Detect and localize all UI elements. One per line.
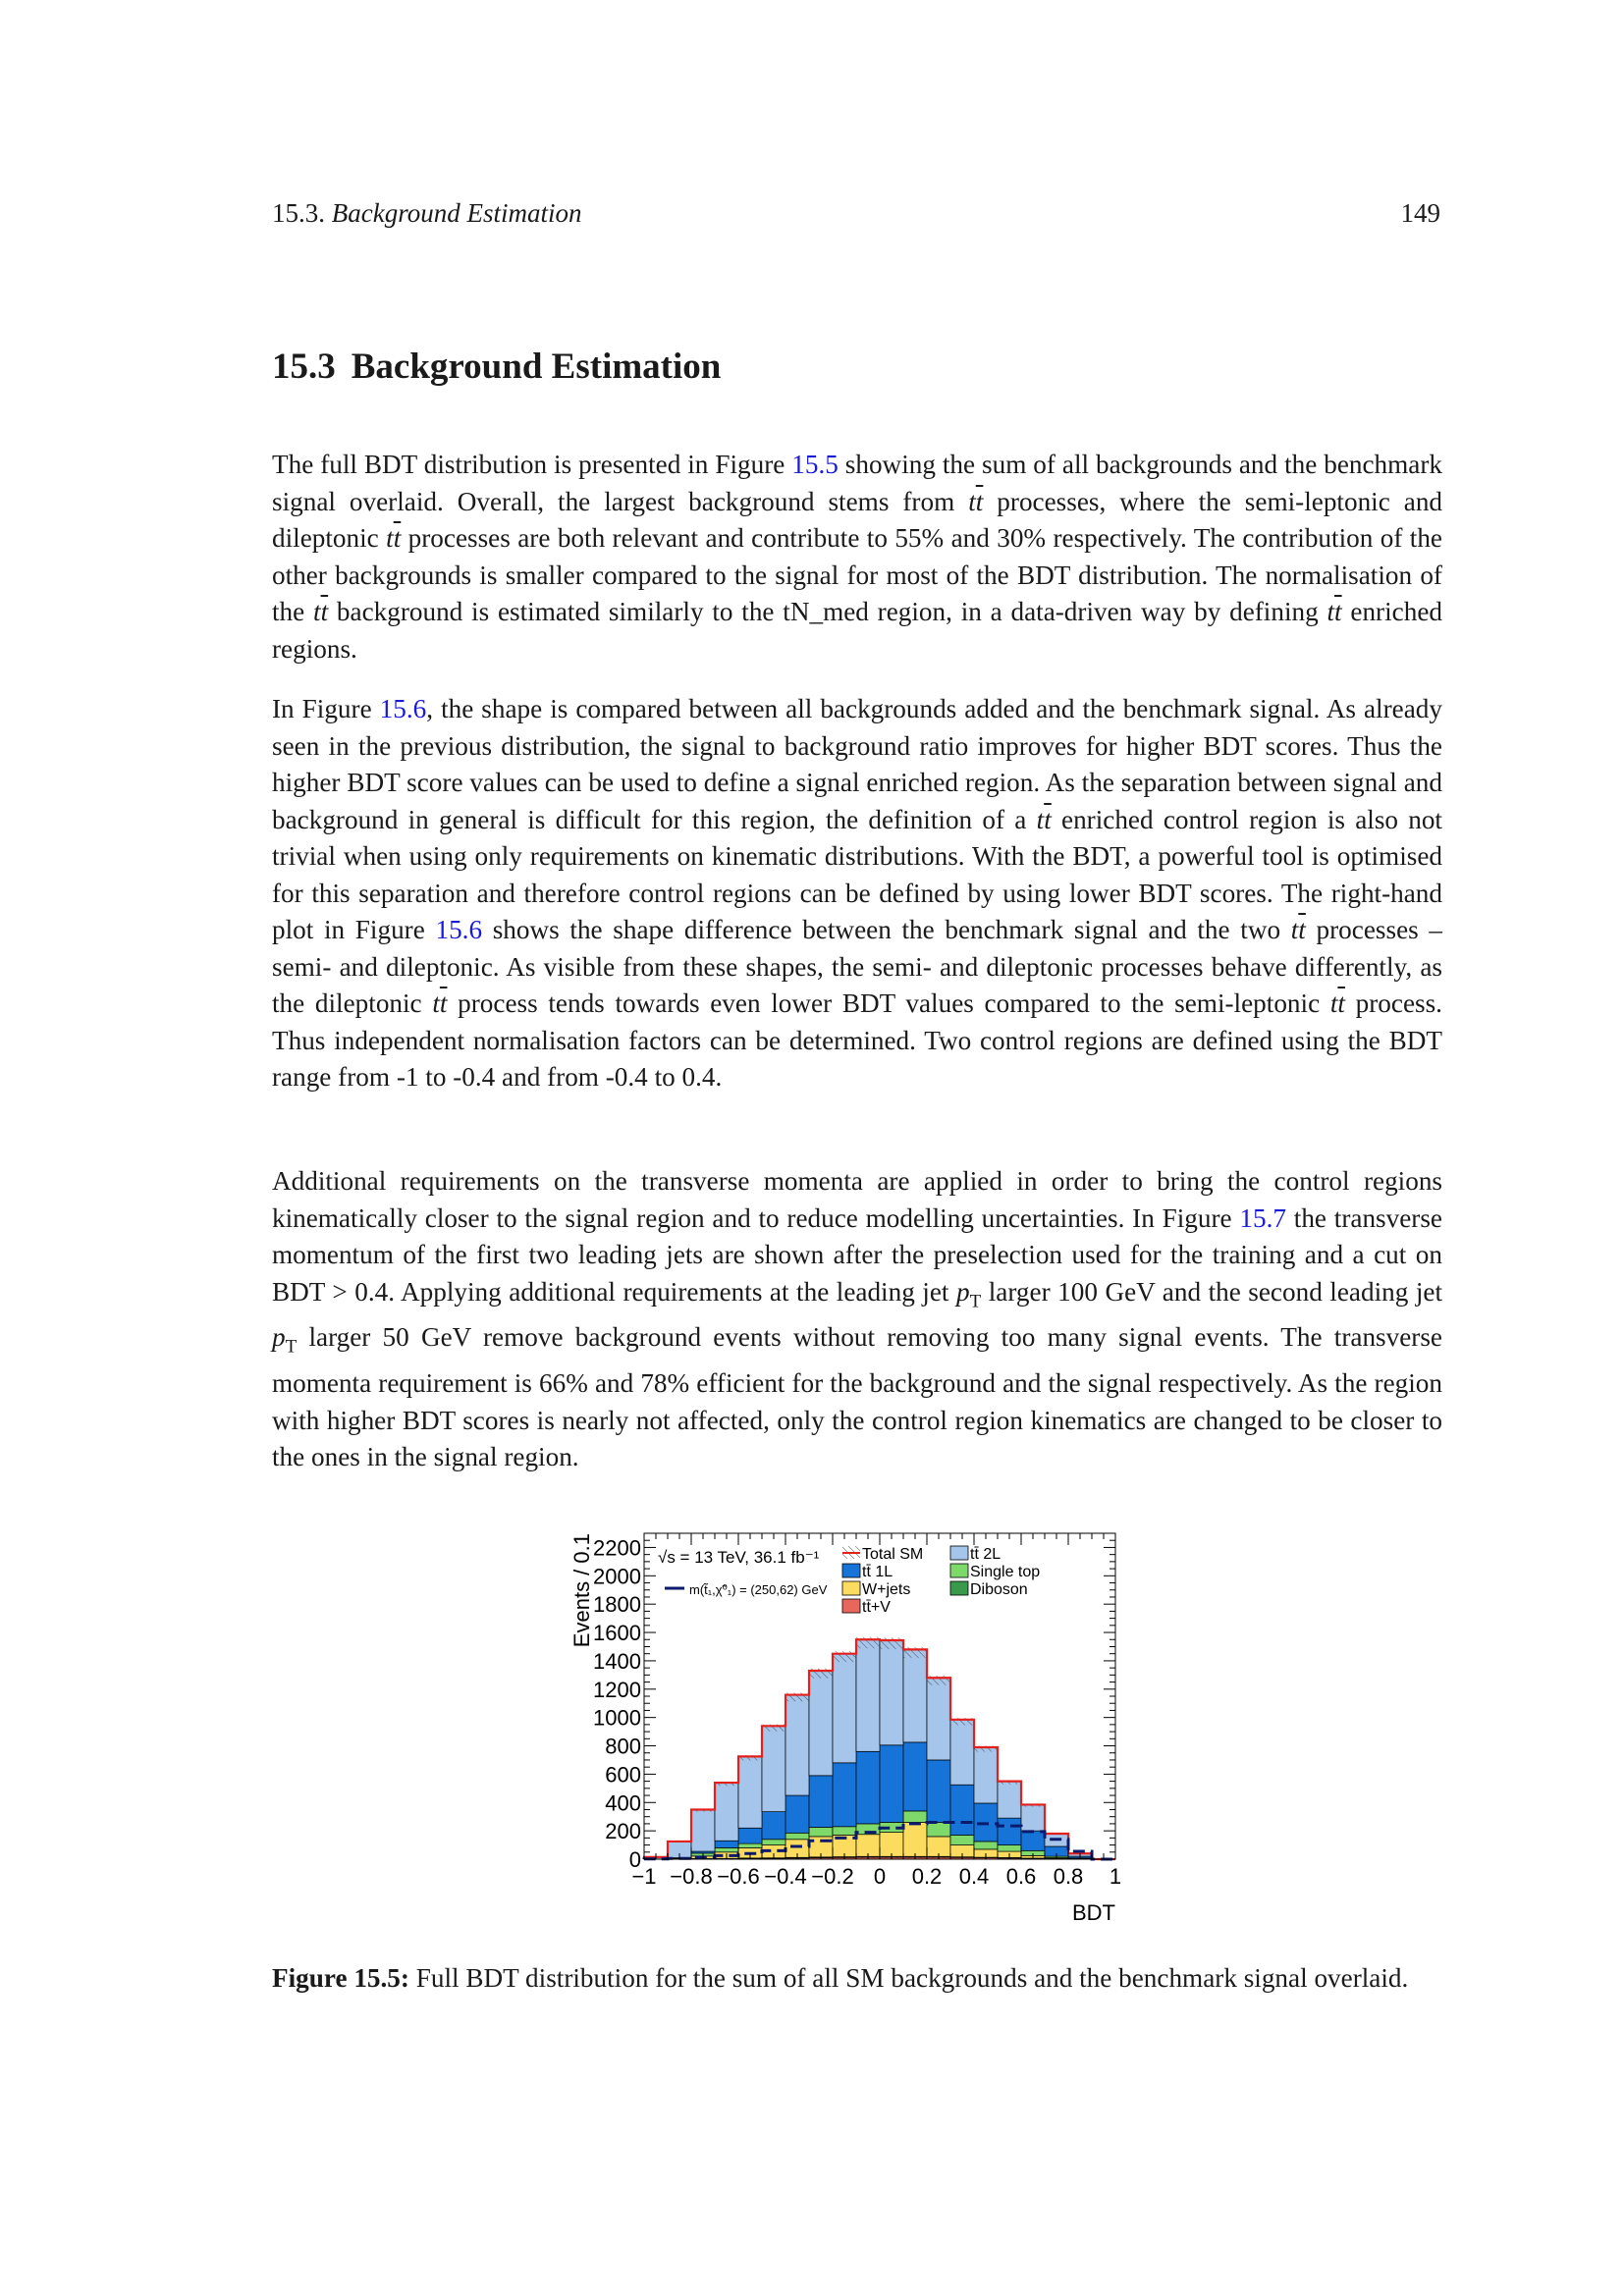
ttbar-symbol: $t\overline{t}$	[432, 988, 448, 1018]
pt-symbol: $p_T$	[956, 1276, 982, 1311]
histogram-bar	[738, 1756, 762, 1828]
paragraph-1: The full BDT distribution is presented in Figure 15.5 showing the sum of all backgrounds and the benchmark signal overlaid. Overall, the largest background stems from $t\overline{t}$ processes, where the semi-leptonic and dileptonic $t\overline{t}$ processes are both relevant and contribute to 55% and 30% respectively. The contribution of the other backgrounds is smaller compared to the signal for most of the BDT distribution. The normalisation of the $t\overline{t}$ background is estimated similarly to the tN_med region, in a data-driven way by defining $t\overline{t}$ enriched regions.	[272, 450, 1443, 664]
x-tick-label: −1	[631, 1864, 657, 1889]
histogram-bar	[927, 1822, 950, 1836]
ttbar-symbol: $t\overline{t}$	[1290, 915, 1306, 944]
signal-legend-label: m(t̃₁,χ̃⁰₁) = (250,62) GeV	[689, 1582, 828, 1597]
histogram-bar	[880, 1640, 903, 1745]
histogram-bar	[738, 1843, 762, 1847]
y-tick-label: 1400	[593, 1648, 641, 1674]
x-tick-label: 0.6	[1005, 1864, 1037, 1889]
histogram-bar	[715, 1847, 738, 1851]
histogram-bar	[974, 1842, 998, 1849]
figure-reference-link[interactable]: 15.5	[791, 450, 839, 479]
legend-label: tt̄ 2L	[970, 1546, 1001, 1563]
x-tick-label: −0.4	[764, 1864, 807, 1889]
histogram-bar	[974, 1747, 998, 1803]
histogram-bar	[927, 1760, 950, 1823]
histogram-bar	[809, 1671, 833, 1776]
legend-swatch	[950, 1546, 968, 1560]
histogram-bar	[950, 1720, 974, 1785]
ttbar-symbol: $t\overline{t}$	[386, 523, 402, 553]
running-header	[272, 198, 1440, 229]
y-tick-label: 800	[605, 1734, 641, 1759]
histogram-bar	[738, 1828, 762, 1843]
legend-label: Total SM	[862, 1546, 924, 1563]
histogram-bar	[903, 1822, 927, 1856]
histogram-bar	[809, 1776, 833, 1828]
histogram-bar	[833, 1654, 856, 1763]
legend-swatch	[950, 1581, 968, 1595]
histogram-bar	[785, 1695, 809, 1795]
histogram-bar	[785, 1833, 809, 1839]
histogram-bar	[856, 1751, 880, 1824]
histogram-bar	[950, 1785, 974, 1835]
page-number: 149	[1400, 198, 1440, 228]
ttbar-symbol: $t\overline{t}$	[313, 597, 329, 626]
energy-lumi-label: √s = 13 TeV, 36.1 fb⁻¹	[658, 1548, 820, 1567]
section-heading: 15.3 Background Estimation	[272, 347, 722, 387]
figure-15-5-chart	[560, 1522, 1149, 1944]
histogram-bar	[691, 1809, 715, 1851]
histogram-bar	[833, 1827, 856, 1836]
paragraph-2: In Figure 15.6, the shape is compared between all backgrounds added and the benchmark signal. As already seen in the previous distribution, the signal to background ratio improves for higher BDT scores. Thus the higher BDT score values can be used to define a signal enriched region. As the separation between signal and background in general is difficult for this region, the definition of a $t\overline{t}$ enriched control region is also not trivial when using only requirements on kinematic distributions. With the BDT, a powerful tool is optimised for this separation and therefore control regions can be defined by using lower BDT scores. The right-hand plot in Figure 15.6 shows the shape difference between the benchmark signal and the two $t\overline{t}$ processes – semi- and dileptonic. As visible from these shapes, the semi- and dileptonic processes behave differently, as the dileptonic $t\overline{t}$ process tends towards even lower BDT values compared to the semi-leptonic $t\overline{t}$ process. Thus independent normalisation factors can be determined. Two control regions are defined using the BDT range from -1 to -0.4 and from -0.4 to 0.4.	[272, 694, 1442, 1092]
x-tick-label: −0.6	[717, 1864, 760, 1889]
histogram-bar	[715, 1841, 738, 1847]
running-header-section: 15.3. Background Estimation	[272, 198, 582, 228]
histogram-bar	[880, 1745, 903, 1823]
y-tick-label: 400	[605, 1790, 641, 1816]
histogram-bar	[833, 1763, 856, 1827]
ttbar-symbol: $t\overline{t}$	[968, 486, 984, 516]
histogram-bar	[856, 1835, 880, 1857]
y-tick-label: 1600	[593, 1621, 641, 1646]
stacked-bars	[644, 1639, 1092, 1859]
histogram-bar	[1021, 1804, 1045, 1831]
y-tick-label: 1800	[593, 1592, 641, 1618]
y-tick-label: 0	[628, 1847, 641, 1872]
histogram-bar	[880, 1833, 903, 1857]
legend-swatch	[950, 1564, 968, 1577]
legend-label: tt̄+V	[862, 1599, 891, 1616]
y-tick-label: 2000	[593, 1564, 641, 1589]
histogram-bar	[762, 1840, 785, 1845]
histogram-bar	[950, 1835, 974, 1844]
x-tick-label: 0.2	[911, 1864, 943, 1889]
histogram-bar	[998, 1782, 1021, 1819]
histogram-bar	[1021, 1831, 1045, 1850]
histogram-bar	[715, 1783, 738, 1841]
x-tick-label: 1	[1109, 1864, 1122, 1889]
histogram-bar	[903, 1649, 927, 1742]
histogram-bar	[998, 1845, 1021, 1851]
legend-swatch	[842, 1581, 860, 1595]
x-tick-label: −0.8	[670, 1864, 713, 1889]
legend-label: tt̄ 1L	[862, 1564, 893, 1580]
histogram-bar	[762, 1812, 785, 1840]
y-tick-label: 200	[605, 1819, 641, 1844]
y-tick-label: 2200	[593, 1535, 641, 1561]
legend-swatch	[842, 1564, 860, 1577]
pt-symbol: $p_T$	[272, 1322, 298, 1358]
histogram-bar	[927, 1678, 950, 1760]
histogram-bar	[998, 1818, 1021, 1844]
histogram-bar	[903, 1742, 927, 1811]
y-tick-label: 600	[605, 1762, 641, 1788]
x-tick-label: 0.4	[958, 1864, 990, 1889]
histogram-bar	[762, 1726, 785, 1811]
ttbar-symbol: $t\overline{t}$	[1329, 988, 1345, 1018]
x-tick-label: −0.2	[811, 1864, 854, 1889]
y-tick-label: 1200	[593, 1677, 641, 1702]
histogram-bar	[809, 1828, 833, 1837]
paragraph-3: Additional requirements on the transverse momenta are applied in order to bring the control regions kinematically closer to the signal region and to reduce modelling uncertainties. In Figure 15.7 the transverse momentum of the first two leading jets are shown after the preselection used for the training and a cut on BDT > 0.4. Applying additional requirements at the leading jet $p_T$ larger 100 GeV and the second leading jet $p_T$ larger 50 GeV remove background events without removing too many signal events. The transverse momenta requirement is 66% and 78% efficient for the background and the signal respectively. As the region with higher BDT scores is nearly not affected, only the control region kinematics are changed to be closer to the ones in the signal region.	[272, 1166, 1443, 1472]
x-tick-label: 0	[873, 1864, 887, 1889]
ttbar-symbol: $t\overline{t}$	[1326, 597, 1342, 626]
histogram-bar	[903, 1811, 927, 1823]
legend-label: W+jets	[862, 1581, 911, 1598]
y-tick-label: 1000	[593, 1705, 641, 1731]
figure-caption: Figure 15.5: Full BDT distribution for the sum of all SM backgrounds and the benchmark signal overlaid.	[272, 1963, 1409, 1993]
histogram-bar	[785, 1795, 809, 1833]
legend-label: Diboson	[970, 1581, 1028, 1598]
x-tick-label: 0.8	[1053, 1864, 1084, 1889]
figure-reference-link[interactable]: 15.6	[435, 915, 483, 944]
figure-reference-link[interactable]: 15.6	[379, 694, 427, 723]
legend-swatch	[842, 1599, 860, 1613]
x-axis-label: BDT	[1072, 1900, 1115, 1925]
figure-reference-link[interactable]: 15.7	[1239, 1202, 1286, 1233]
histogram-bar	[856, 1639, 880, 1751]
y-axis-label: Events / 0.1	[569, 1533, 594, 1648]
bdt-histogram	[560, 1522, 1149, 1944]
legend-label: Single top	[970, 1564, 1041, 1580]
ttbar-symbol: $t\overline{t}$	[1036, 804, 1052, 834]
